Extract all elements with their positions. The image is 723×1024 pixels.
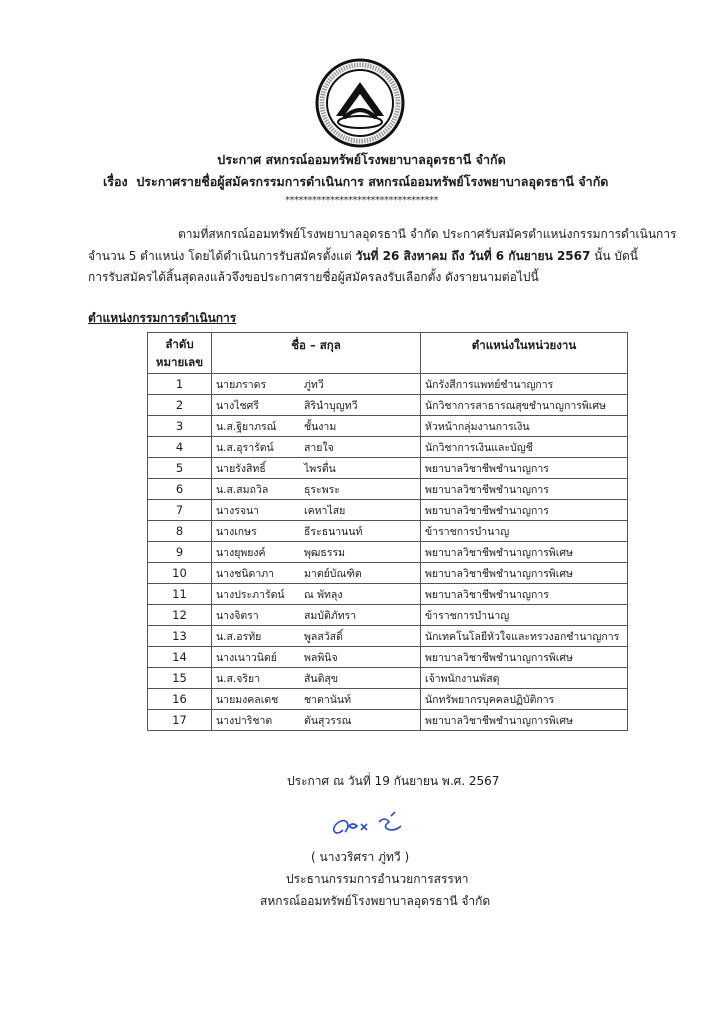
row-position: พยาบาลวิชาชีพชำนาญการพิเศษ xyxy=(421,542,628,563)
row-name xyxy=(212,563,421,584)
row-position: เจ้าพนักงานพัสดุ xyxy=(421,668,628,689)
table-row xyxy=(148,542,628,563)
row-name xyxy=(212,458,421,479)
first-name: นางไชศรี xyxy=(216,399,259,412)
row-name xyxy=(212,500,421,521)
last-name: สิรินำบุญทวี xyxy=(304,399,358,412)
table-row xyxy=(148,626,628,647)
last-name: ไพรตื่น xyxy=(304,462,336,475)
row-number: 5 xyxy=(148,458,212,479)
row-name xyxy=(212,584,421,605)
row-name xyxy=(212,416,421,437)
table-row xyxy=(148,395,628,416)
row-name xyxy=(212,605,421,626)
first-name: นางปาริชาต xyxy=(216,714,273,727)
row-position: ข้าราชการบำนาญ xyxy=(421,605,628,626)
last-name: สมบัติภัทรา xyxy=(304,609,357,622)
announcement-date: ประกาศ ณ วันที่ 19 กันยายน พ.ศ. 2567 xyxy=(287,774,500,788)
table-row xyxy=(148,668,628,689)
header-number: ลำดับ หมายเลข xyxy=(148,333,212,374)
row-name xyxy=(212,710,421,731)
last-name: ชั้นงาม xyxy=(304,420,337,433)
row-name xyxy=(212,647,421,668)
body-line-1: ตามที่สหกรณ์ออมทรัพย์โรงพยาบาลอุดรธานี จำกัด ประกาศรับสมัครตำแหน่งกรรมการดำเนินการ xyxy=(178,227,677,241)
row-position: พยาบาลวิชาชีพชำนาญการ xyxy=(421,584,628,605)
row-number: 14 xyxy=(148,647,212,668)
table-row xyxy=(148,374,628,395)
row-number: 8 xyxy=(148,521,212,542)
table-row xyxy=(148,584,628,605)
first-name: นางเกษร xyxy=(216,525,257,538)
first-name: นางจิตรา xyxy=(216,609,259,622)
last-name: ตันสุวรรณ xyxy=(304,714,352,727)
subject-label: เรื่อง xyxy=(103,174,128,189)
cooperative-logo xyxy=(312,58,408,148)
row-name xyxy=(212,479,421,500)
last-name: ชาตานันท์ xyxy=(304,693,352,706)
row-position: นักเทคโนโลยีหัวใจและทรวงอกชำนาญการ xyxy=(421,626,628,647)
header-name: ชื่อ – สกุล xyxy=(212,333,421,374)
row-position: พยาบาลวิชาชีพชำนาญการ xyxy=(421,479,628,500)
last-name: ภู่ทวี xyxy=(304,378,324,391)
last-name: พุฒธรรม xyxy=(304,546,346,559)
row-name xyxy=(212,437,421,458)
announcement-title: ประกาศ สหกรณ์ออมทรัพย์โรงพยาบาลอุดรธานี จำกัด xyxy=(217,152,506,167)
body-line-3: การรับสมัครได้สิ้นสุดลงแล้วจึงขอประกาศรายชื่อผู้สมัครลงรับเลือกตั้ง ดังรายนามต่อไปนี้ xyxy=(88,270,539,284)
first-name: นางรจนา xyxy=(216,504,260,517)
row-number: 13 xyxy=(148,626,212,647)
row-name xyxy=(212,689,421,710)
row-position: นักรังสีการแพทย์ชำนาญการ xyxy=(421,374,628,395)
first-name: นายมงคลเดช xyxy=(216,693,279,706)
table-row xyxy=(148,437,628,458)
separator: ********************************** xyxy=(285,195,438,206)
row-number: 12 xyxy=(148,605,212,626)
signature xyxy=(325,808,415,840)
first-name: น.ส.จริยา xyxy=(216,672,261,685)
row-name xyxy=(212,626,421,647)
row-number: 4 xyxy=(148,437,212,458)
last-name: สายใจ xyxy=(304,441,334,454)
row-name xyxy=(212,521,421,542)
table-row xyxy=(148,479,628,500)
body-line-2 xyxy=(88,247,638,266)
row-name xyxy=(212,395,421,416)
row-number: 6 xyxy=(148,479,212,500)
first-name: นางประภารัตน์ xyxy=(216,588,285,601)
last-name: เคหาไสย xyxy=(304,504,346,517)
first-name: น.ส.ฐิยาภรณ์ xyxy=(216,420,277,433)
row-position: พยาบาลวิชาชีพชำนาญการ xyxy=(421,458,628,479)
body-line-2-start: จำนวน 5 ตำแหน่ง โดยได้ดำเนินการรับสมัครตั้งแต่ xyxy=(88,249,356,263)
signer-organization: สหกรณ์ออมทรัพย์โรงพยาบาลอุดรธานี จำกัด xyxy=(260,894,491,908)
table-row xyxy=(148,521,628,542)
last-name: ธีระธนานนท์ xyxy=(304,525,363,538)
row-name xyxy=(212,542,421,563)
first-name: น.ส.อุรารัตน์ xyxy=(216,441,274,454)
table-row xyxy=(148,563,628,584)
table-row xyxy=(148,458,628,479)
row-position: นักวิชาการสาธารณสุขชำนาญการพิเศษ xyxy=(421,395,628,416)
row-number: 2 xyxy=(148,395,212,416)
table-header-row xyxy=(148,333,628,374)
first-name: น.ส.สมถวิล xyxy=(216,483,269,496)
signer-name: ( นางวริศรา ภู่ทวี ) xyxy=(311,850,410,864)
last-name: พลพินิจ xyxy=(304,651,338,664)
table-row xyxy=(148,710,628,731)
row-name xyxy=(212,374,421,395)
row-number: 11 xyxy=(148,584,212,605)
last-name: พูลสวัสดิ์ xyxy=(304,630,343,643)
section-heading: ตำแหน่งกรรมการดำเนินการ xyxy=(88,311,237,325)
candidates-table xyxy=(147,332,628,731)
header-position: ตำแหน่งในหน่วยงาน xyxy=(421,333,628,374)
last-name: ธุระพระ xyxy=(304,483,340,496)
last-name: สันติสุข xyxy=(304,672,338,685)
table-row xyxy=(148,605,628,626)
row-number: 16 xyxy=(148,689,212,710)
row-position: พยาบาลวิชาชีพชำนาญการพิเศษ xyxy=(421,710,628,731)
table-row xyxy=(148,416,628,437)
row-number: 9 xyxy=(148,542,212,563)
table-row xyxy=(148,689,628,710)
row-number: 17 xyxy=(148,710,212,731)
row-name xyxy=(212,668,421,689)
announcement-subject xyxy=(103,172,608,192)
row-position: พยาบาลวิชาชีพชำนาญการ xyxy=(421,500,628,521)
first-name: นางยุพยงค์ xyxy=(216,546,266,559)
table-body xyxy=(148,374,628,731)
last-name: มาตย์บัณฑิต xyxy=(304,567,362,580)
row-number: 3 xyxy=(148,416,212,437)
row-position: นักวิชาการเงินและบัญชี xyxy=(421,437,628,458)
row-number: 1 xyxy=(148,374,212,395)
row-number: 7 xyxy=(148,500,212,521)
first-name: นายรังสิทธิ์ xyxy=(216,462,266,475)
first-name: นางชนิดาภา xyxy=(216,567,275,580)
row-position: พยาบาลวิชาชีพชำนาญการพิเศษ xyxy=(421,647,628,668)
body-line-2-end: นั้น บัดนี้ xyxy=(590,249,639,263)
row-position: ข้าราชการบำนาญ xyxy=(421,521,628,542)
first-name: น.ส.อรทัย xyxy=(216,630,262,643)
row-position: นักทรัพยากรบุคคลปฏิบัติการ xyxy=(421,689,628,710)
row-position: พยาบาลวิชาชีพชำนาญการพิเศษ xyxy=(421,563,628,584)
table-row xyxy=(148,647,628,668)
row-number: 15 xyxy=(148,668,212,689)
signer-role: ประธานกรรมการอำนวยการสรรหา xyxy=(286,872,469,886)
first-name: นายภราดร xyxy=(216,378,267,391)
last-name: ณ พัทลุง xyxy=(304,588,343,601)
first-name: นางเนาวนิตย์ xyxy=(216,651,277,664)
application-period: วันที่ 26 สิงหาคม ถึง วันที่ 6 กันยายน 2567 xyxy=(355,249,591,263)
row-number: 10 xyxy=(148,563,212,584)
subject-text: ประกาศรายชื่อผู้สมัครกรรมการดำเนินการ สหกรณ์ออมทรัพย์โรงพยาบาลอุดรธานี จำกัด xyxy=(136,174,609,189)
row-position: หัวหน้ากลุ่มงานการเงิน xyxy=(421,416,628,437)
table-row xyxy=(148,500,628,521)
